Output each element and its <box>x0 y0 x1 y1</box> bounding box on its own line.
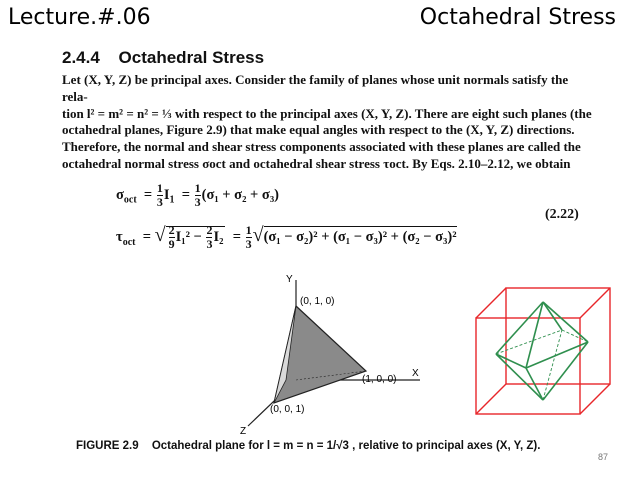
equation-sigma-oct: $\sigma_{oct}$ = $\frac{1}{3}$ $I_1$ = $\frac{1}{3}$ (σ₁ + σ₂ + σ₃) <box>116 181 279 209</box>
figure-label: FIGURE 2.9 <box>76 440 139 452</box>
point-x-label: (1, 0, 0) <box>362 374 397 385</box>
topic-title: Octahedral Stress <box>419 5 616 30</box>
tau-symbol: τ <box>116 229 123 245</box>
paragraph-line: tion l² = m² = n² = ⅓ with respect to the principal axes (X, Y, Z). There are eight such planes (the <box>62 105 592 121</box>
octahedron-in-cube-figure <box>470 284 618 418</box>
axis-z-label: Z <box>240 426 247 437</box>
tau-subscript: oct <box>122 236 136 248</box>
paragraph-line: octahedral planes, Figure 2.9) that make equal angles with respect to the (X, Y, Z) directions. <box>62 122 575 138</box>
caption-text: Octahedral plane for l = m = n = 1/√3 , relative to principal axes (X, Y, Z). <box>151 440 541 452</box>
invariant-symbol: I <box>163 186 170 203</box>
section-title: Octahedral Stress <box>118 48 265 67</box>
sigma-subscript: oct <box>123 194 137 206</box>
point-z-label: (0, 0, 1) <box>270 404 305 415</box>
octahedron-edges <box>496 302 588 400</box>
tau-root-second-term: I₂ <box>213 229 224 245</box>
paragraph-line: octahedral normal stress σoct and octahedral shear stress τoct. By Eqs. 2.10–2.12, we obtain <box>62 155 571 171</box>
octahedral-plane-figure <box>220 268 460 438</box>
sigma-rhs: (σ₁ + σ₂ + σ₃) <box>201 186 279 203</box>
section-heading <box>62 48 264 68</box>
tau-root-first-term: I₁² − <box>175 229 206 245</box>
equation-tau-oct: $\tau_{oct}$ = √ $\frac{2}{9}$ I₁² − $\frac{2}{3}$ I₂ = $\frac{1}{3}$ √(σ₁ − σ₂)² + (σ₁ − σ₃)² + (σ₂ − σ₃)² <box>116 223 457 252</box>
lecture-title: Lecture.#.06 <box>8 5 151 30</box>
cube-edges <box>476 288 610 414</box>
one-third-fraction: $\frac{1}{3}$ <box>194 181 201 209</box>
point-y-label: (0, 1, 0) <box>300 296 335 307</box>
sigma-symbol: σ <box>116 186 124 203</box>
page-number: 87 <box>597 452 608 462</box>
tau-rhs: (σ₁ − σ₂)² + (σ₁ − σ₃)² + (σ₂ − σ₃)² <box>264 226 457 245</box>
one-third-fraction: $\frac{1}{3}$ <box>156 181 163 209</box>
axis-x-label: X <box>412 368 419 379</box>
paragraph-line: Therefore, the normal and shear stress components associated with these planes are called the <box>62 139 581 155</box>
equation-number: (2.22) <box>545 207 579 222</box>
paragraph-line: Let (X, Y, Z) be principal axes. Consider the family of planes whose unit normals satisfy the rela- <box>62 72 569 104</box>
figure-caption <box>76 440 540 452</box>
axis-y-label: Y <box>286 274 293 285</box>
octahedron-hidden-edges <box>496 330 588 400</box>
body-paragraph <box>62 72 594 173</box>
section-number: 2.4.4 <box>62 48 100 67</box>
